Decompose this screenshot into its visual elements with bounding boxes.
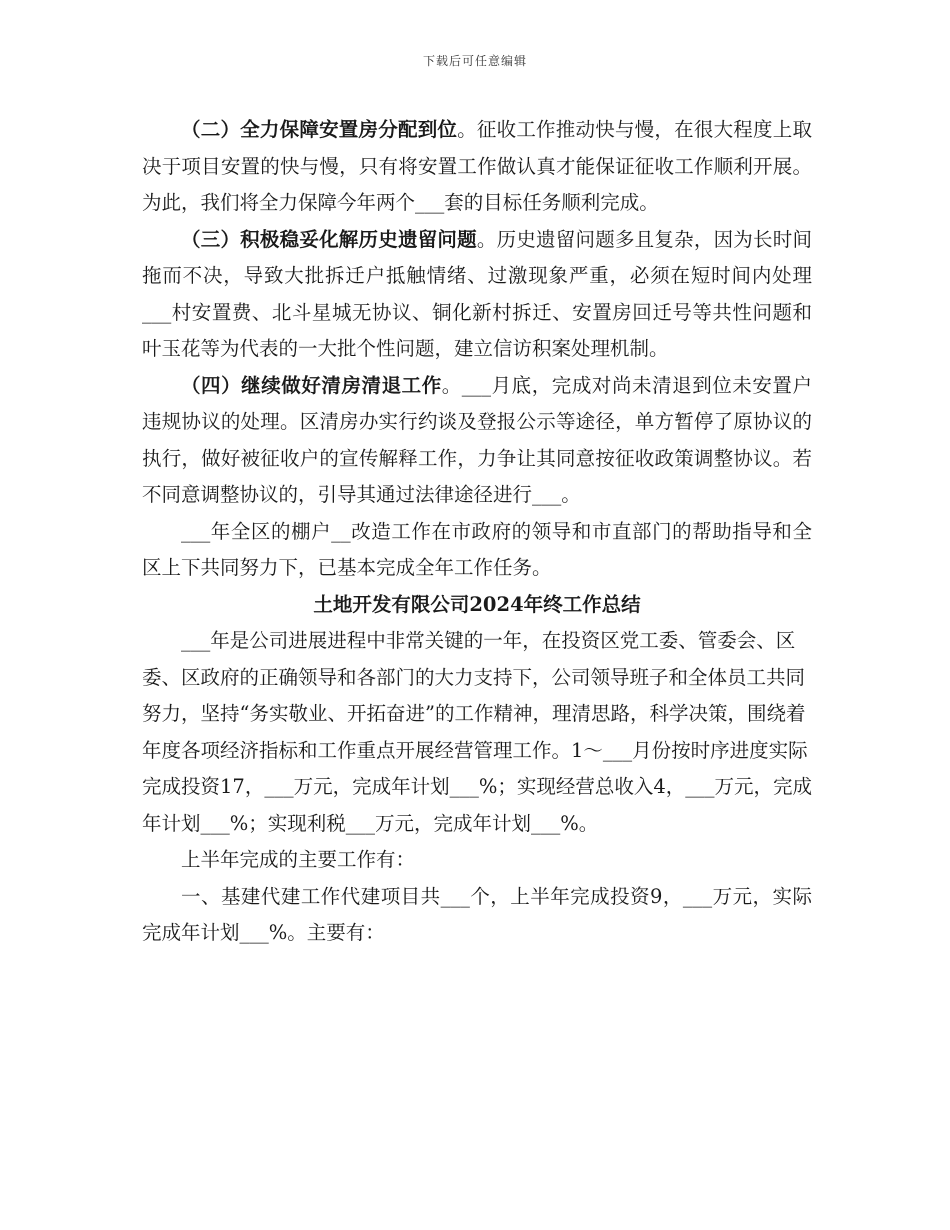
document-title: 土地开发有限公司2024年终工作总结 [313,592,641,616]
page-header: 下载后可任意编辑 [422,54,527,68]
section-3-paragraph [142,222,812,368]
section-2-body: 。征收工作推动快与慢，在很大程度上取决于项目安置的快与慢，只有将安置工作做认真才能保证征收工作顺利开展。为此，我们将全力保障今年两个___套的目标任务顺利完成。 [142,118,812,214]
section-3-heading: （三）积极稳妥化解历史遗留问题 [181,227,477,251]
section-4-paragraph [142,368,812,514]
section-3-body: 。历史遗留问题多且复杂，因为长时间拖而不决，导致大批拆迁户抵触情绪、过激现象严重，必须在短时间内处理___村安置费、北斗星城无协议、铜化新村拆迁、安置房回迁号等共性问题和叶玉花等为代表的一大批个性问题，建立信访积案处理机制。 [142,227,812,360]
section-2-paragraph [142,112,812,222]
section-4-body: 。___月底，完成对尚未清退到位未安置户违规协议的处理。区清房办实行约谈及登报公示等途径，单方暂停了原协议的执行，做好被征收户的宣传解释工作，力争让其同意按征收政策调整协议。若不同意调整协议的，引导其通过法律途径进行___。 [142,373,812,506]
main-work-intro: 上半年完成的主要工作有： [181,848,416,871]
summary-paragraph: ___年是公司进展进程中非常关键的一年，在投资区党工委、管委会、区委、区政府的正确领导和各部门的大力支持下，公司领导班子和全体员工共同努力，坚持“务实敬业、开拓奋进”的工作精神，理清思路，科学决策，围绕着年度各项经济指标和工作重点开展经营管理工作。1～___月份按时序进度实际完成投资17，___万元，完成年计划___%；实现经营总收入4，___万元，完成年计划___%；实现利税___万元，完成年计划___%。 [142,629,812,835]
section-2-heading: （二）全力保障安置房分配到位 [181,118,458,141]
section-4-heading: （四）继续做好清房清退工作 [181,373,442,397]
closing-paragraph: ___年全区的棚户__改造工作在市政府的领导和市直部门的帮助指导和全区上下共同努力下，已基本完成全年工作任务。 [142,519,812,579]
infrastructure-paragraph: 一、基建代建工作代建项目共___个，上半年完成投资9，___万元，实际完成年计划___%。主要有： [142,884,812,944]
document-body [142,112,812,952]
